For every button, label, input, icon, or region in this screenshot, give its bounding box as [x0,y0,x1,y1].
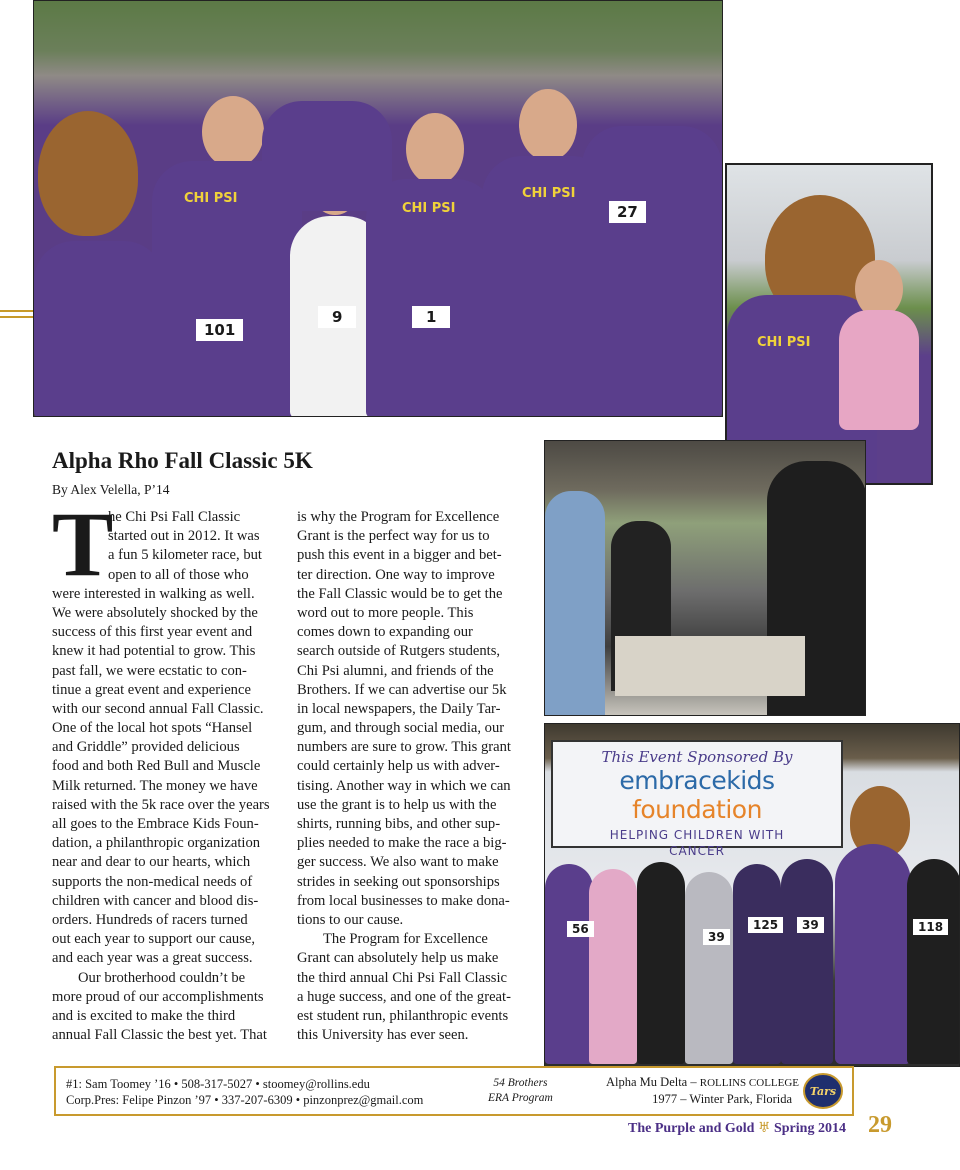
article-text-line: open to all of those who [108,566,249,583]
article-text-line: supports the non-medical needs of [52,873,253,890]
article-text-line: strides in seeking out sponsorships [297,873,500,890]
article-text-line: ter direction. One way to improve [297,566,495,583]
race-bib: 27 [609,201,646,223]
article-text-line: were interested in walking as well. [52,585,255,602]
article-text-line: Our brotherhood couldn’t be [78,969,246,986]
article-text-line: Chi Psi alumni, and friends of the [297,662,494,679]
issue-season: Spring 2014 [773,1121,846,1136]
photo-food-table [544,440,866,716]
article-text-line: food and both Red Bull and Muscle [52,758,261,775]
article-text-line: One of the local hot spots “Hansel [52,720,253,737]
article-text-line: and Griddle” provided delicious [52,739,240,756]
chapter-founded: 1977 – Winter Park, Florida [652,1092,792,1106]
photo-moose-and-child [725,163,933,485]
shirt-logo-text: CHI PSI [522,186,576,201]
article-text-line: in local newspapers, the Daily Tar- [297,700,501,717]
college-logo-text: Tars [809,1085,837,1098]
article-text-line: Grant can absolutely help us make [297,950,499,967]
article-text-line: he Chi Psi Fall Classic [108,509,241,525]
food-table [615,636,805,696]
group-member [685,872,733,1064]
article-text-line: a huge success, and one of the great- [297,988,511,1005]
article-text-line: word out to more people. This [297,604,474,621]
article-text-line: could certainly help us with adver- [297,758,500,775]
article-column-2 [297,508,533,1045]
volunteer-figure [545,491,605,716]
article-text-line: a fun 5 kilometer race, but [108,547,262,564]
folio-separator-icon: ♅ [757,1121,774,1136]
article-text-line: annual Fall Classic the best yet. That [52,1027,267,1044]
runner-figure [202,96,264,168]
race-bib: 1 [412,306,450,328]
brothers-count: 54 Brothers [493,1077,548,1089]
banner-sponsor-line: This Event Sponsored By [601,748,793,766]
moose-mascot [38,111,138,236]
runner-figure [519,89,577,161]
article-text-line: Grant is the perfect way for us to [297,528,490,545]
article-text-line: the third annual Chi Psi Fall Classic [297,969,507,986]
article-text-line: more proud of our accomplishments [52,988,264,1005]
article-text-line: from local businesses to make dona- [297,892,510,909]
article-text-line: comes down to expanding our [297,624,473,641]
article-title: Alpha Rho Fall Classic 5K [52,448,313,473]
race-bib: 101 [196,319,243,341]
race-bib: 39 [703,929,730,945]
race-bib: 39 [797,917,824,933]
article-text-line: Milk returned. The money we have [52,777,258,794]
page-number: 29 [868,1112,892,1138]
runner-figure [262,101,392,211]
article-text-line: all goes to the Embrace Kids Foun- [52,816,259,832]
article-text-line: near and dear to our hearts, which [52,854,251,871]
article-text-line: tising. Another way in which we can [297,777,511,794]
article-text-line: tions to our cause. [297,911,404,928]
article-text-line: plies needed to make the race a big- [297,835,507,852]
group-member [637,862,685,1064]
shirt-logo-text: CHI PSI [184,191,238,206]
college-logo [802,1071,844,1111]
banner-brand [553,766,841,824]
era-program: ERA Program [488,1092,553,1104]
chapter-name-block: Alpha Mu Delta – ROLLINS COLLEGE 1977 – Winter Park, Florida [606,1075,800,1106]
race-bib: 118 [913,919,948,935]
article-byline: By Alex Velella, P’14 [52,482,170,497]
contact-info [66,1076,423,1108]
photo-race-crowd [33,0,723,417]
article-text-line: search outside of Rutgers students, [297,643,501,660]
article-text-line: est student run, philanthropic events [297,1007,509,1024]
runner-figure [406,113,464,185]
article-text-line: and is excited to make the third [52,1007,236,1024]
article-text-line: dation, a philanthropic organization [52,835,261,852]
chapter-name: Alpha Mu Delta [606,1075,688,1089]
shirt-logo-text: CHI PSI [757,335,811,350]
banner-tagline: HELPING CHILDREN WITH [609,828,785,842]
race-bib: 9 [318,306,356,328]
group-member [733,864,781,1064]
article-text-line: the Fall Classic would be to get the [297,585,503,602]
article-text-line: push this event in a bigger and bet- [297,547,502,564]
banner-brand-b: foundation [632,795,762,824]
article-text-line: and each year was a great success. [52,950,253,967]
race-bib: 56 [567,921,594,937]
article-text-line: out each year to support our cause, [52,931,256,948]
runner-figure [582,126,722,417]
shirt-logo-text: CHI PSI [402,201,456,216]
article-text-line: gum, and through social media, our [297,720,505,737]
article-text-line: children with cancer and blood dis- [52,892,259,909]
article-text-line: ger success. We also want to make [297,854,499,871]
photo-sponsor-group [544,723,960,1067]
article-text-line: We were absolutely shocked by the [52,604,258,621]
group-member [907,859,960,1064]
sponsor-banner [551,740,843,858]
article-text-line: The Program for Excellence [323,931,488,948]
drop-cap: T [52,493,114,595]
banner-tagline: CANCER [669,844,725,858]
article-column-1 [52,508,284,1045]
runner-figure [34,241,164,417]
publication-name: The Purple and Gold [628,1121,755,1136]
article-text-line: success of this first year event and [52,624,253,641]
article-text-line: tinue a great event and experience [52,681,251,698]
article-text-line: numbers are sure to grow. This grant [297,739,511,756]
article-text-line: knew it had potential to grow. This [52,643,256,660]
banner-brand-a: embracekids [619,766,775,795]
article-text-line: orders. Hundreds of racers turned [52,911,248,928]
group-member [545,864,593,1064]
article-text-line: use the grant is to help us with the [297,796,497,813]
college-name: ROLLINS COLLEGE [699,1077,800,1089]
article-text-line: past fall, we were ecstatic to con- [52,662,247,679]
group-member [589,869,637,1064]
article-text-line: this University has ever seen. [297,1027,469,1044]
child-figure [839,310,919,430]
chapter-stats [488,1076,553,1106]
contact-line: #1: Sam Toomey ’16 • 508-317-5027 • stoomey@rollins.edu [66,1077,370,1091]
chapter-info-box [54,1066,854,1116]
group-member [781,859,833,1064]
race-bib: 125 [748,917,783,933]
article-text-line: started out in 2012. It was [108,528,260,545]
page-folio [628,1120,846,1137]
article-text-line: Brothers. If we can advertise our 5k [297,681,507,698]
moose-mascot-body [835,844,911,1064]
article-text-line: with our second annual Fall Classic. [52,700,264,717]
article-text-line: raised with the 5k race over the years [52,796,270,813]
article-text-line: is why the Program for Excellence [297,509,500,525]
contact-line: Corp.Pres: Felipe Pinzon ’97 • 337-207-6309 • pinzonprez@gmail.com [66,1093,424,1107]
article-text-line: shirts, running bibs, and other sup- [297,816,501,832]
